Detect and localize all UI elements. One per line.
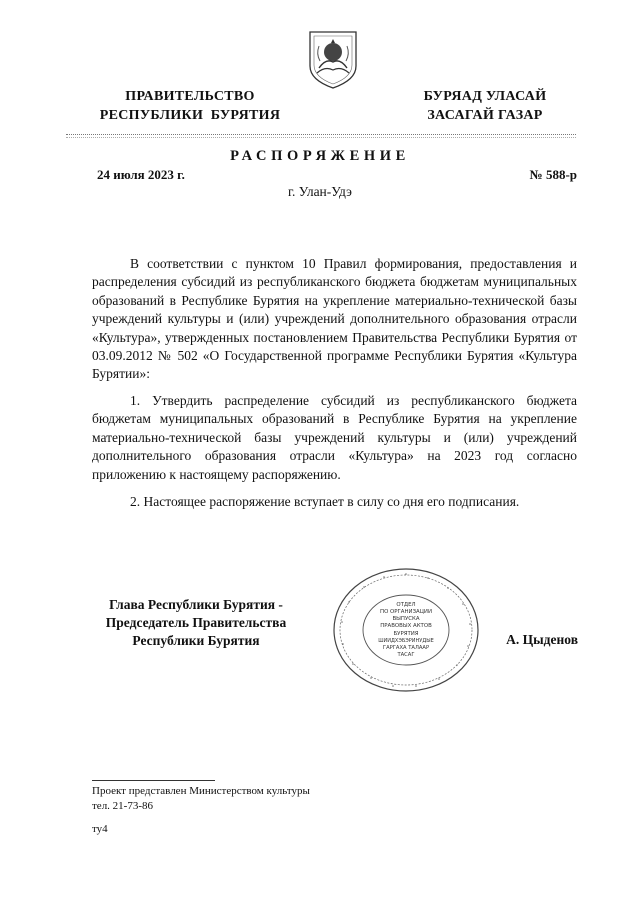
paragraph-preamble: В соответствии с пунктом 10 Правил формирования, предоставления и распределения субсидий из республиканского бюджета бюджетам муниципальных образований в Республике Бурятия на укрепление материально-технической базы учреждений культуры и (или) учреждений дополнительного образования отрасли «Культура», утвержденных постановлением Правительства Республики Бурятия от 03.09.2012 № 502 «О Государственной программе Республики Бурятия «Культура Бурятии»: xyxy=(92,256,577,382)
stamp-line2: ПО ОРГАНИЗАЦИИ xyxy=(380,609,432,615)
government-name-bua xyxy=(410,87,560,125)
official-stamp xyxy=(331,566,481,694)
header-separator-2 xyxy=(66,137,576,138)
document-number: № 588-р xyxy=(529,167,577,182)
document-code: ту4 xyxy=(92,823,108,835)
document-city: г. Улан-Удэ xyxy=(288,184,352,199)
stamp-line5: БУРЯТИЯ xyxy=(393,631,419,637)
signatory-title-line3: Республики Бурятия xyxy=(132,633,260,648)
signatory-title xyxy=(85,596,307,650)
footnote-divider xyxy=(92,780,215,781)
government-name-ru-line2: РЕСПУБЛИКИ БУРЯТИЯ xyxy=(99,108,281,123)
document-title: РАСПОРЯЖЕНИЕ xyxy=(230,148,410,164)
paragraph-item-2: 2. Настоящее распоряжение вступает в силу со дня его подписания. xyxy=(130,494,520,509)
stamp-line7: ГАРГАХА ТАЛААР xyxy=(382,645,430,651)
document-date: 24 июля 2023 г. xyxy=(97,167,185,182)
stamp-line1: ОТДЕЛ xyxy=(396,602,416,608)
signatory-title-line2: Председатель Правительства xyxy=(105,615,287,630)
government-name-bua-line2: ЗАСАГАЙ ГАЗАР xyxy=(427,108,543,123)
paragraph-item-1: 1. Утвердить распределение субсидий из республиканского бюджета бюджетам муниципальных образований в Республике Бурятия на укрепление материально-технической базы учреждений культуры и (или) учреждений дополнительного образования отрасли «Культура» на 2023 год согласно приложению к настоящему распоряжению. xyxy=(92,393,577,482)
government-name-bua-line1: БУРЯАД УЛАСАЙ xyxy=(423,89,547,104)
footnote-phone: тел. 21-73-86 xyxy=(92,800,154,812)
government-name-ru xyxy=(85,87,295,125)
signatory-title-line1: Глава Республики Бурятия - xyxy=(109,597,283,612)
stamp-line8: ТАСАГ xyxy=(397,652,415,658)
government-name-ru-line1: ПРАВИТЕЛЬСТВО xyxy=(125,89,255,104)
coat-of-arms-icon xyxy=(306,28,360,90)
stamp-line6: ШИИДХЭБЭРИНУДЫЕ xyxy=(378,638,434,644)
signatory-name: А. Цыденов xyxy=(506,632,578,647)
stamp-line4: ПРАВОВЫХ АКТОВ xyxy=(380,623,432,629)
footnote-prepared-by: Проект представлен Министерством культуры xyxy=(92,785,310,797)
header-separator xyxy=(66,134,576,135)
stamp-line3: ВЫПУСКА xyxy=(392,616,420,622)
